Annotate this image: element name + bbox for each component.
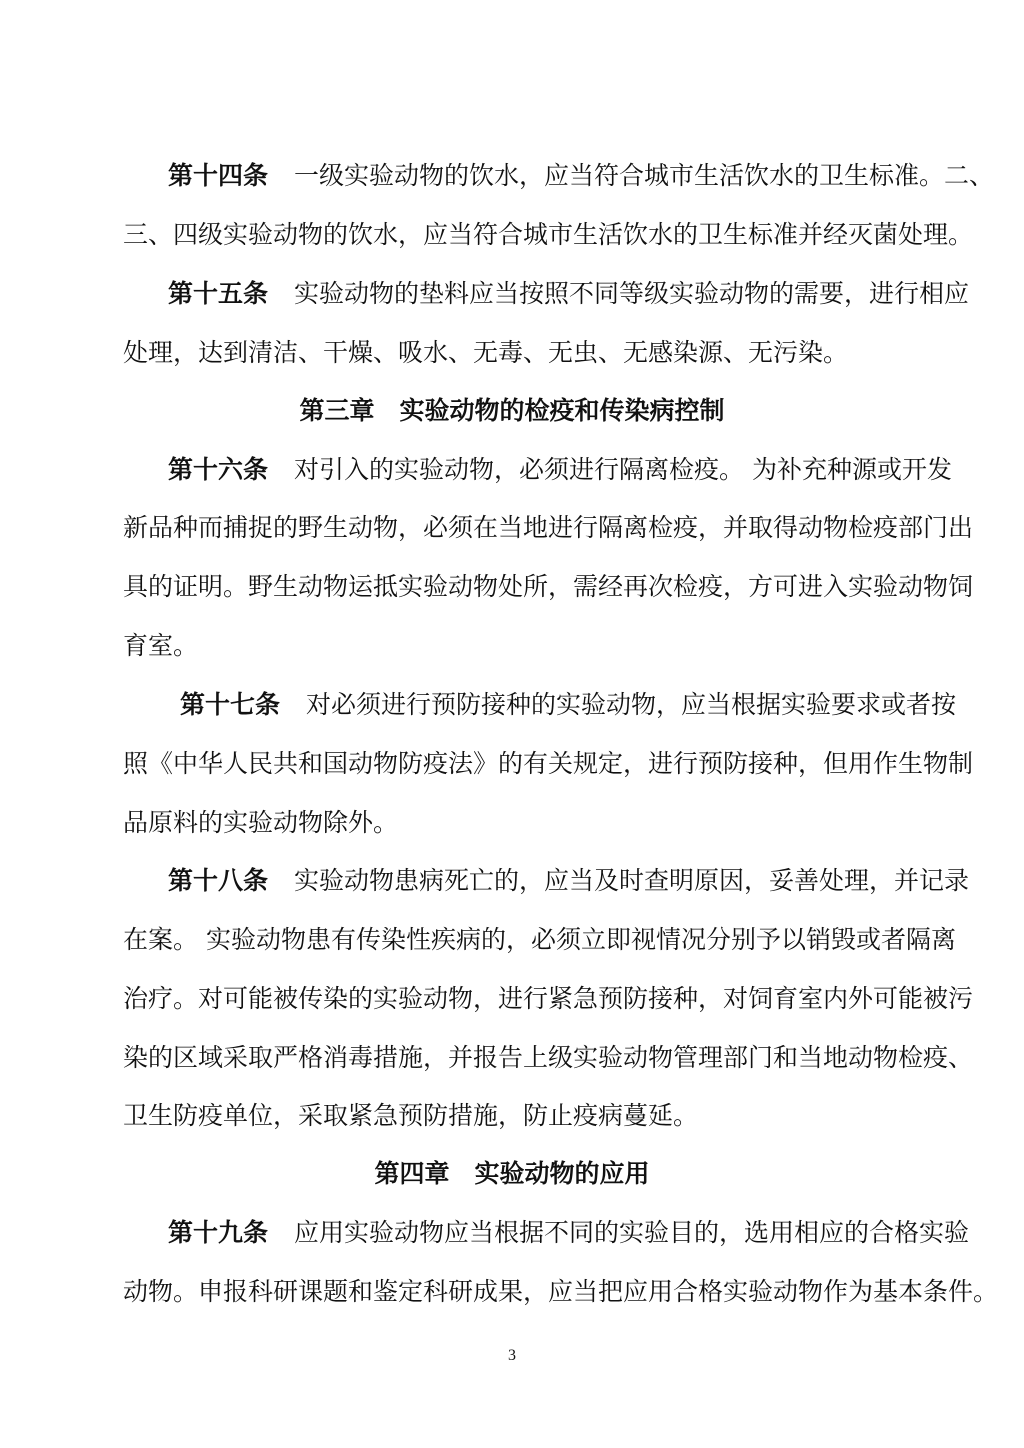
article-17-text: 对必须进行预防接种的实验动物，应当根据实验要求或者按 — [306, 690, 957, 719]
article-18-line-1 — [168, 864, 970, 898]
article-14-line-1 — [168, 159, 995, 193]
article-18-line-5: 卫生防疫单位，采取紧急预防措施，防止疫病蔓延。 — [123, 1101, 699, 1130]
page-number: 3 — [508, 1347, 516, 1364]
article-15-line-2: 处理，达到清洁、干燥、吸水、无毒、无虫、无感染源、无污染。 — [123, 338, 849, 367]
article-18-line-2: 在案。 实验动物患有传染性疾病的，必须立即视情况分别予以销毁或者隔离 — [123, 925, 956, 954]
article-18-text: 实验动物患病死亡的，应当及时查明原因，妥善处理，并记录 — [294, 866, 970, 895]
article-19-line-1 — [168, 1216, 970, 1250]
article-19-label: 第十九条 — [168, 1218, 269, 1247]
article-18-label: 第十八条 — [168, 866, 269, 895]
article-18-line-3: 治疗。对可能被传染的实验动物，进行紧急预防接种，对饲育室内外可能被污 — [123, 984, 974, 1013]
article-14-line-2: 三、四级实验动物的饮水，应当符合城市生活饮水的卫生标准并经灭菌处理。 — [123, 220, 974, 249]
article-17-line-3: 品原料的实验动物除外。 — [123, 808, 399, 837]
article-17-line-2: 照《中华人民共和国动物防疫法》的有关规定，进行预防接种，但用作生物制 — [123, 749, 974, 778]
article-15-line-1 — [168, 277, 970, 311]
article-15-label: 第十五条 — [168, 279, 269, 308]
article-15-text: 实验动物的垫料应当按照不同等级实验动物的需要，进行相应 — [294, 279, 970, 308]
article-16-text: 对引入的实验动物，必须进行隔离检疫。 为补充种源或开发 — [294, 455, 952, 484]
article-18-line-4: 染的区域采取严格消毒措施，并报告上级实验动物管理部门和当地动物检疫、 — [123, 1043, 974, 1072]
chapter-3-heading: 第三章 实验动物的检疫和传染病控制 — [299, 396, 725, 425]
article-19-text: 应用实验动物应当根据不同的实验目的，选用相应的合格实验 — [294, 1218, 970, 1247]
article-17-label: 第十七条 — [180, 690, 281, 719]
article-16-line-4: 育室。 — [123, 631, 199, 660]
article-16-label: 第十六条 — [168, 455, 269, 484]
chapter-4-heading: 第四章 实验动物的应用 — [374, 1159, 650, 1188]
article-14-label: 第十四条 — [168, 161, 269, 190]
article-17-line-1 — [180, 688, 957, 722]
article-14-text: 一级实验动物的饮水，应当符合城市生活饮水的卫生标准。二、 — [294, 161, 995, 190]
article-16-line-2: 新品种而捕捉的野生动物，必须在当地进行隔离检疫，并取得动物检疫部门出 — [123, 513, 974, 542]
article-16-line-1 — [168, 453, 952, 487]
article-16-line-3: 具的证明。野生动物运抵实验动物处所，需经再次检疫，方可进入实验动物饲 — [123, 572, 974, 601]
article-19-line-2: 动物。申报科研课题和鉴定科研成果，应当把应用合格实验动物作为基本条件。 — [123, 1277, 999, 1306]
